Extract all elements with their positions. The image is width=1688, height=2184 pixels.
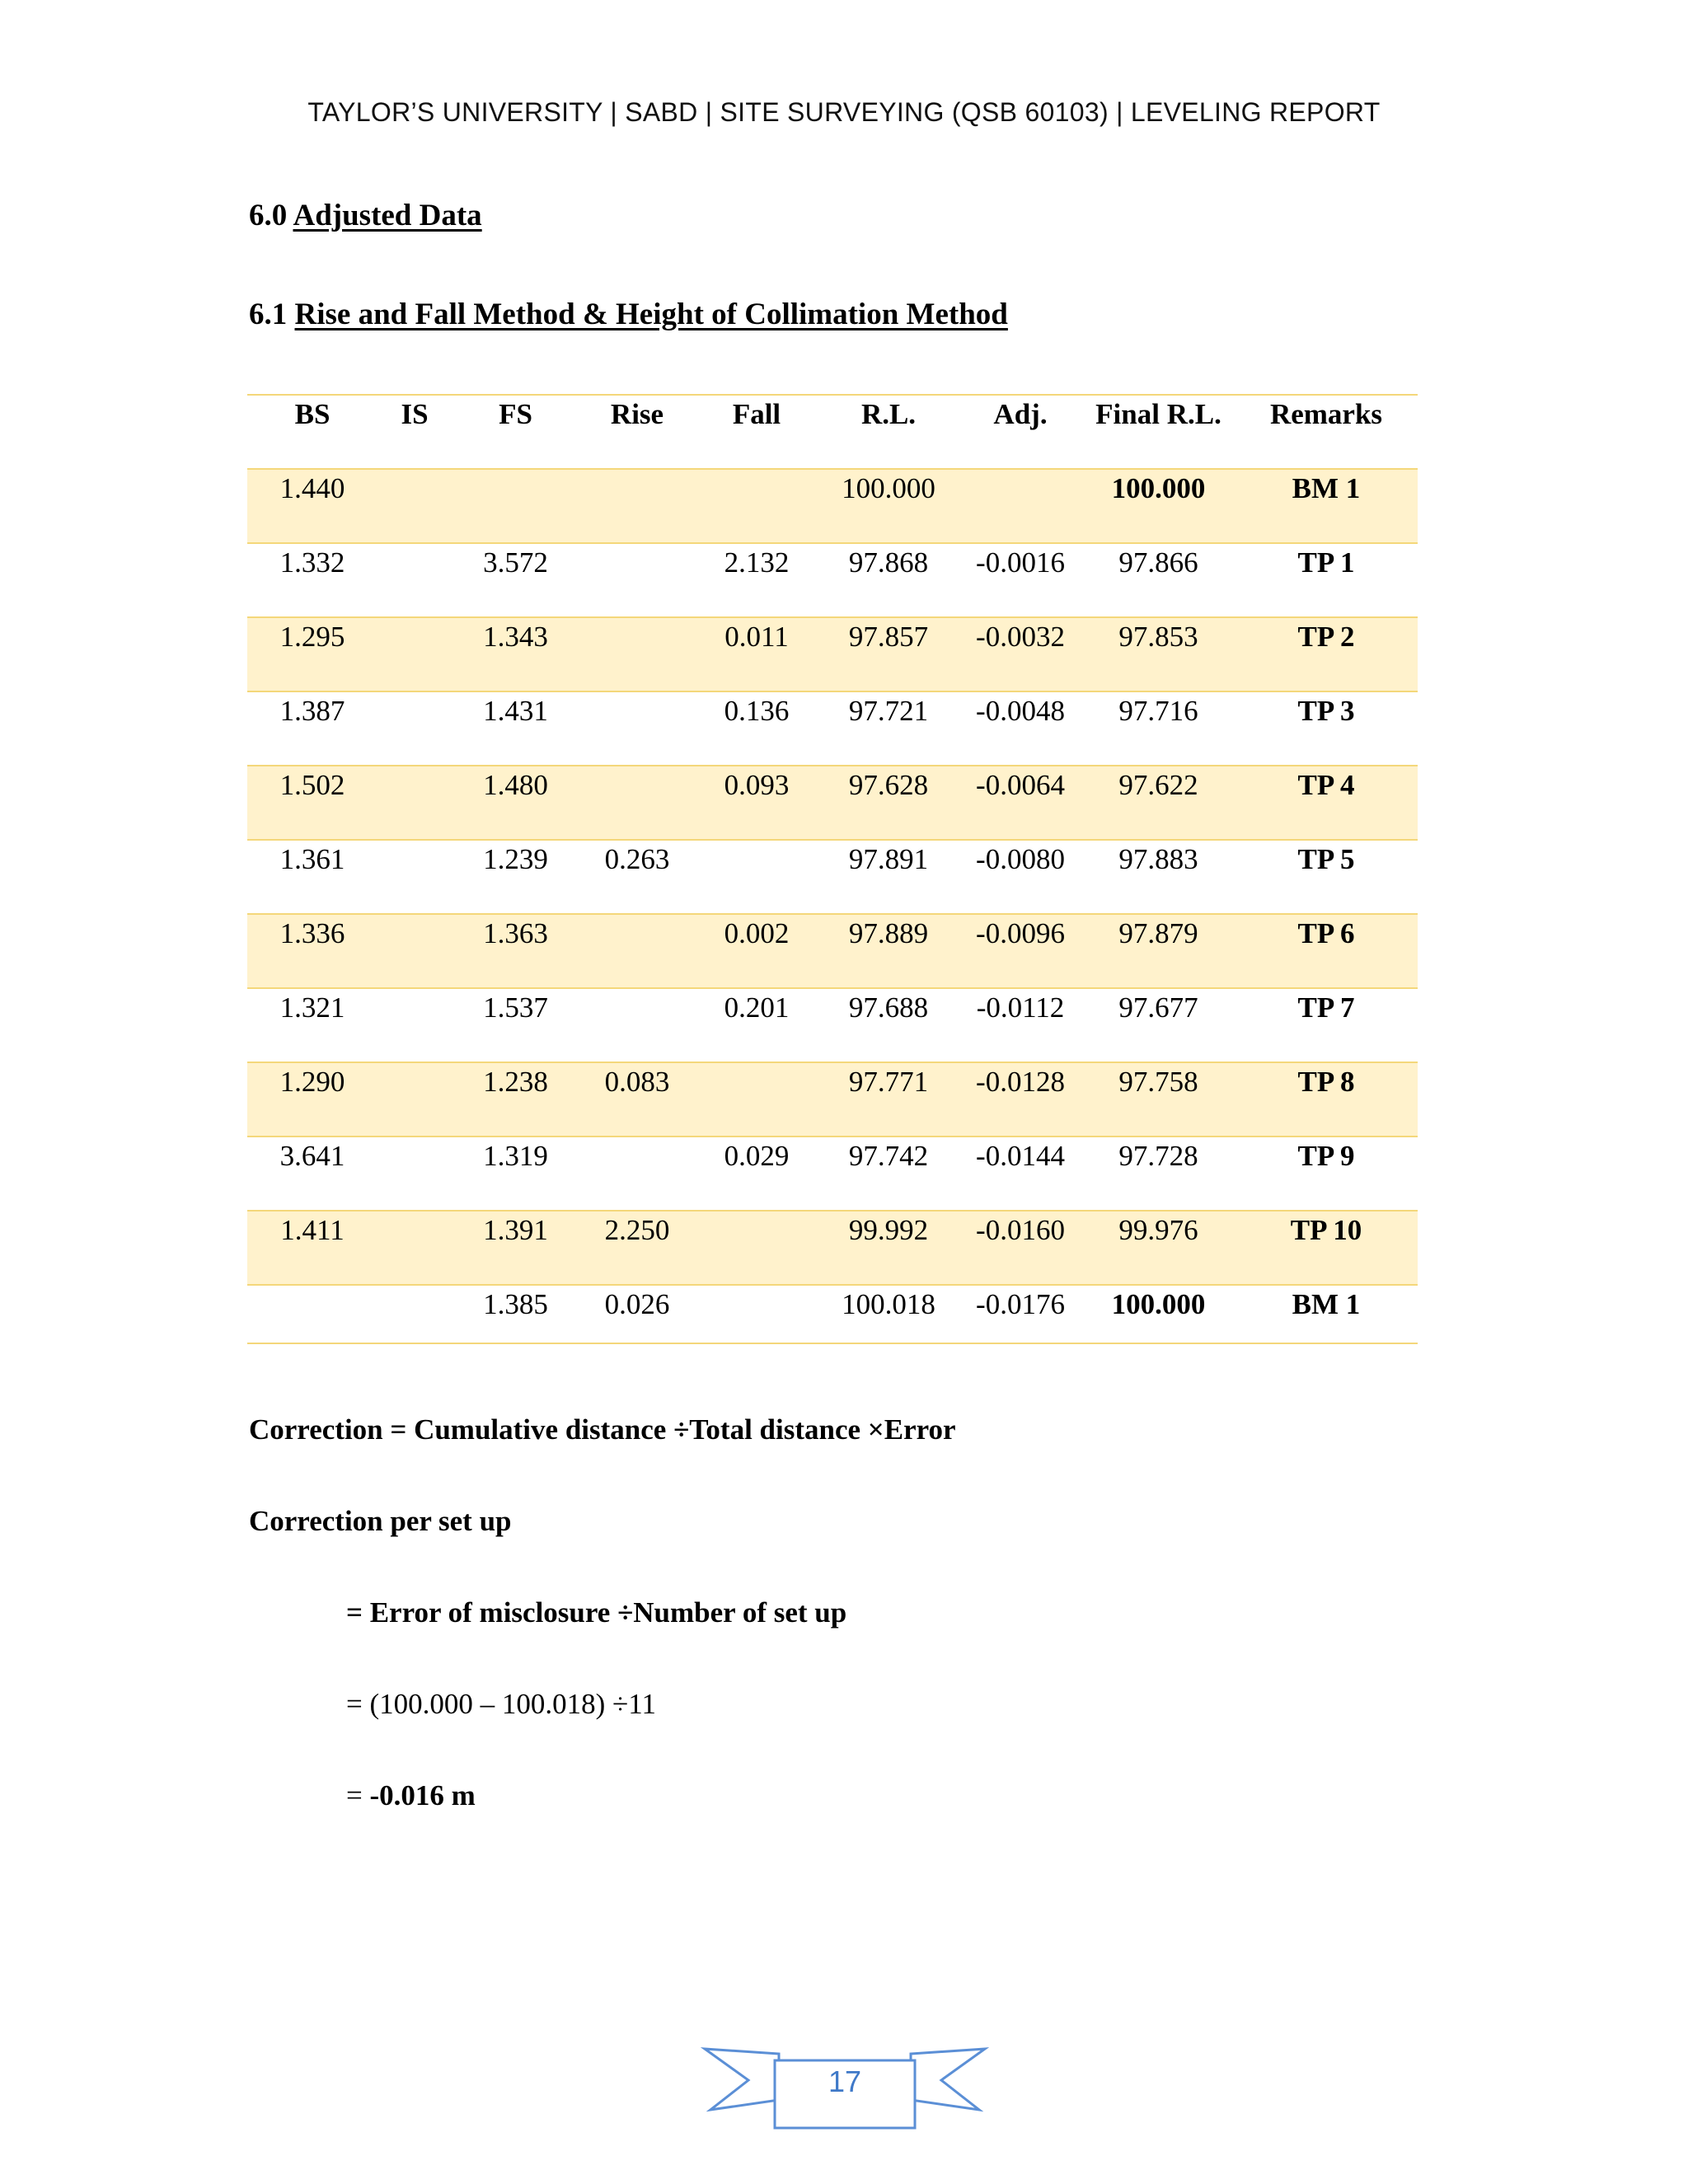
cell-rl: 99.992 <box>818 1211 959 1285</box>
cell-adj: -0.0016 <box>959 543 1082 617</box>
cell-remarks: TP 5 <box>1235 840 1418 914</box>
cell-fall: 0.011 <box>695 617 818 691</box>
table-row <box>247 988 1418 1062</box>
formula-result: -0.016 m <box>369 1779 476 1811</box>
cell-is <box>377 1285 452 1343</box>
table-row <box>247 691 1418 766</box>
cell-remarks: TP 6 <box>1235 914 1418 988</box>
correction-formula: Correction = Cumulative distance ÷Total distance ×Error <box>249 1413 956 1446</box>
cell-fall: 0.136 <box>695 691 818 766</box>
cell-rl: 100.018 <box>818 1285 959 1343</box>
cell-remarks: TP 1 <box>1235 543 1418 617</box>
cell-bs: 1.361 <box>247 840 377 914</box>
cell-is <box>377 1137 452 1211</box>
cell-fs: 1.480 <box>452 766 579 840</box>
cell-bs: 3.641 <box>247 1137 377 1211</box>
cell-rl: 97.891 <box>818 840 959 914</box>
cell-final-rl: 97.716 <box>1082 691 1235 766</box>
page-number: 17 <box>828 2064 862 2098</box>
col-header-fs: FS <box>452 395 579 469</box>
cell-is <box>377 766 452 840</box>
cell-fall <box>695 1211 818 1285</box>
cell-fall <box>695 840 818 914</box>
cell-adj: -0.0128 <box>959 1062 1082 1137</box>
cell-rise <box>579 543 695 617</box>
table-row <box>247 617 1418 691</box>
cell-final-rl: 100.000 <box>1082 1285 1235 1343</box>
cell-fall <box>695 469 818 543</box>
table-row <box>247 1137 1418 1211</box>
cell-rl: 97.628 <box>818 766 959 840</box>
cell-rise <box>579 766 695 840</box>
cell-final-rl: 97.866 <box>1082 543 1235 617</box>
cell-fs: 1.363 <box>452 914 579 988</box>
cell-is <box>377 617 452 691</box>
cell-remarks: TP 3 <box>1235 691 1418 766</box>
cell-bs: 1.440 <box>247 469 377 543</box>
cell-adj: -0.0112 <box>959 988 1082 1062</box>
cell-remarks: BM 1 <box>1235 1285 1418 1343</box>
cell-is <box>377 988 452 1062</box>
cell-bs: 1.387 <box>247 691 377 766</box>
formula-line-3-prefix: = <box>346 1779 370 1811</box>
cell-remarks: TP 10 <box>1235 1211 1418 1285</box>
cell-rise: 0.083 <box>579 1062 695 1137</box>
cell-is <box>377 469 452 543</box>
cell-final-rl: 100.000 <box>1082 469 1235 543</box>
cell-is <box>377 691 452 766</box>
cell-final-rl: 97.677 <box>1082 988 1235 1062</box>
cell-rl: 97.889 <box>818 914 959 988</box>
cell-fs <box>452 469 579 543</box>
cell-fall: 0.002 <box>695 914 818 988</box>
cell-rise <box>579 1137 695 1211</box>
correction-per-setup-title: Correction per set up <box>249 1505 512 1537</box>
cell-rise: 0.026 <box>579 1285 695 1343</box>
cell-final-rl: 97.758 <box>1082 1062 1235 1137</box>
cell-adj: -0.0176 <box>959 1285 1082 1343</box>
section-number: 6.0 <box>249 199 288 232</box>
cell-adj <box>959 469 1082 543</box>
col-header-adj: Adj. <box>959 395 1082 469</box>
leveling-table <box>247 394 1418 1344</box>
table-row <box>247 1211 1418 1285</box>
cell-final-rl: 97.853 <box>1082 617 1235 691</box>
cell-fs: 1.343 <box>452 617 579 691</box>
cell-is <box>377 840 452 914</box>
cell-is <box>377 1211 452 1285</box>
cell-bs: 1.502 <box>247 766 377 840</box>
cell-adj: -0.0080 <box>959 840 1082 914</box>
cell-is <box>377 543 452 617</box>
cell-bs <box>247 1285 377 1343</box>
table-row <box>247 840 1418 914</box>
cell-rise: 2.250 <box>579 1211 695 1285</box>
cell-rl: 97.742 <box>818 1137 959 1211</box>
formula-line-2: = (100.000 – 100.018) ÷11 <box>346 1688 656 1720</box>
cell-rl: 97.721 <box>818 691 959 766</box>
cell-adj: -0.0144 <box>959 1137 1082 1211</box>
formula-line-3 <box>346 1779 476 1812</box>
cell-fall: 0.093 <box>695 766 818 840</box>
cell-final-rl: 97.622 <box>1082 766 1235 840</box>
cell-rise <box>579 988 695 1062</box>
cell-fs: 1.431 <box>452 691 579 766</box>
subsection-heading <box>249 297 1008 332</box>
cell-rl: 97.688 <box>818 988 959 1062</box>
cell-remarks: TP 9 <box>1235 1137 1418 1211</box>
cell-fall: 2.132 <box>695 543 818 617</box>
cell-fall <box>695 1062 818 1137</box>
cell-remarks: TP 2 <box>1235 617 1418 691</box>
cell-remarks: TP 7 <box>1235 988 1418 1062</box>
cell-bs: 1.295 <box>247 617 377 691</box>
col-header-rl: R.L. <box>818 395 959 469</box>
cell-final-rl: 97.879 <box>1082 914 1235 988</box>
table-row <box>247 914 1418 988</box>
cell-is <box>377 914 452 988</box>
table-body <box>247 469 1418 1343</box>
cell-fs: 1.537 <box>452 988 579 1062</box>
table-row <box>247 469 1418 543</box>
col-header-fall: Fall <box>695 395 818 469</box>
cell-rise: 0.263 <box>579 840 695 914</box>
cell-bs: 1.336 <box>247 914 377 988</box>
cell-fs: 1.385 <box>452 1285 579 1343</box>
table-row <box>247 1062 1418 1137</box>
cell-is <box>377 1062 452 1137</box>
cell-final-rl: 97.883 <box>1082 840 1235 914</box>
cell-rise <box>579 914 695 988</box>
cell-rl: 97.868 <box>818 543 959 617</box>
cell-fall: 0.029 <box>695 1137 818 1211</box>
col-header-bs: BS <box>247 395 377 469</box>
cell-rl: 97.857 <box>818 617 959 691</box>
col-header-is: IS <box>377 395 452 469</box>
table-row <box>247 1285 1418 1343</box>
col-header-remarks: Remarks <box>1235 395 1418 469</box>
cell-fs: 1.319 <box>452 1137 579 1211</box>
subsection-number: 6.1 <box>249 298 288 331</box>
table-row <box>247 766 1418 840</box>
table-header-row <box>247 395 1418 469</box>
cell-fall: 0.201 <box>695 988 818 1062</box>
page-header: TAYLOR’S UNIVERSITY | SABD | SITE SURVEYING (QSB 60103) | LEVELING REPORT <box>307 97 1381 127</box>
cell-rise <box>579 691 695 766</box>
cell-adj: -0.0096 <box>959 914 1082 988</box>
cell-fs: 1.391 <box>452 1211 579 1285</box>
cell-adj: -0.0032 <box>959 617 1082 691</box>
cell-fs: 3.572 <box>452 543 579 617</box>
cell-fs: 1.238 <box>452 1062 579 1137</box>
cell-bs: 1.332 <box>247 543 377 617</box>
cell-final-rl: 99.976 <box>1082 1211 1235 1285</box>
cell-bs: 1.411 <box>247 1211 377 1285</box>
cell-remarks: TP 4 <box>1235 766 1418 840</box>
table-row <box>247 543 1418 617</box>
cell-fs: 1.239 <box>452 840 579 914</box>
cell-final-rl: 97.728 <box>1082 1137 1235 1211</box>
section-title: Adjusted Data <box>293 199 482 232</box>
col-header-final-rl: Final R.L. <box>1082 395 1235 469</box>
cell-fall <box>695 1285 818 1343</box>
cell-adj: -0.0064 <box>959 766 1082 840</box>
subsection-title: Rise and Fall Method & Height of Collimation Method <box>294 298 1008 331</box>
cell-bs: 1.321 <box>247 988 377 1062</box>
cell-bs: 1.290 <box>247 1062 377 1137</box>
formula-line-1: = Error of misclosure ÷Number of set up <box>346 1596 847 1629</box>
cell-remarks: TP 8 <box>1235 1062 1418 1137</box>
cell-rl: 100.000 <box>818 469 959 543</box>
cell-adj: -0.0048 <box>959 691 1082 766</box>
cell-remarks: BM 1 <box>1235 469 1418 543</box>
cell-rl: 97.771 <box>818 1062 959 1137</box>
cell-rise <box>579 469 695 543</box>
cell-adj: -0.0160 <box>959 1211 1082 1285</box>
col-header-rise: Rise <box>579 395 695 469</box>
section-heading <box>249 198 482 233</box>
cell-rise <box>579 617 695 691</box>
